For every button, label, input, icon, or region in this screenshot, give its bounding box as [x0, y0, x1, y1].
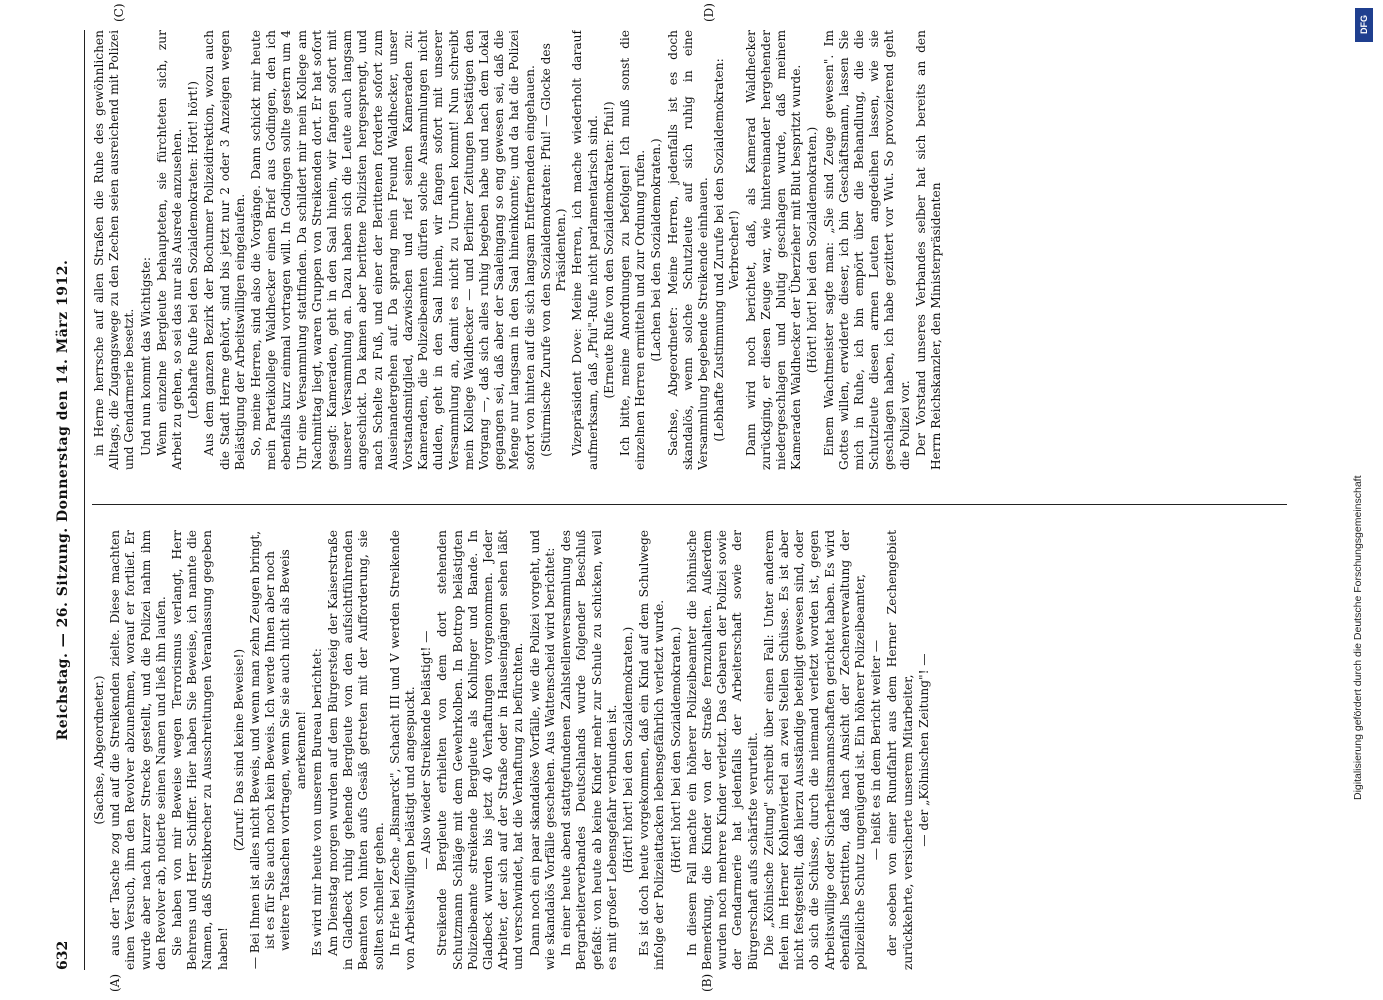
- left-column-paragraph: Dann noch ein paar skandalöse Vorfälle, wie die Polizei vorgeht, und wie skandalös Vorfälle geschehen. Aus Wattenscheid wird berichtet:: [527, 530, 557, 970]
- right-column-paragraph: Aus dem ganzen Bezirk der Bochumer Polizeidirektion, wozu auch die Stadt Herne gehört, sind bis jetzt nur 2 oder 3 Anzeigen wegen Belästigung der Arbeitswilligen eingelaufen.: [202, 30, 247, 470]
- right-column-paragraph: Einem Wachtmeister sagte man: „Sie sind Zeuge gewesen". Im Gottes willen, erwiderte dieser, ich bin Geschäftsmann, lassen Sie mich in Ruhe, ich bin empört über die Behandlung, die die Schutzleute diesen armen Leuten angedeihen lassen, wie sie geschlagen haben, ich habe gezittert vor Wut. So provozierend geht die Polizei vor.: [821, 30, 912, 470]
- left-column-paragraph: (Sachse, Abgeordneter.): [92, 675, 106, 825]
- column-divider: [92, 504, 1287, 505]
- left-column-paragraph: Am Dienstag morgen wurden auf dem Bürgersteig der Kaiserstraße in Gladbeck ruhig gehende Bergleute von den aufsichtführenden Beamten von hinten aufs Gesäß getreten mit der Aufforderung, sie sollten schneller gehen.: [326, 530, 386, 970]
- right-column-paragraph: Dann wird noch berichtet, daß, als Kamerad Waldhecker zurückging, er diesen Zeuge war, wie hintereinander hergehender niedergeschlagen und blutig geschlagen wurde, daß meinem Kameraden Waldhecker der Überzieher mit Blut bespritzt wurde.: [743, 30, 804, 470]
- margin-mark-b: (B): [700, 973, 714, 992]
- digitization-note: Digitalisierung gefördert durch die Deutsche Forschungsgemeinschaft: [1352, 475, 1364, 800]
- right-column-paragraph: Ich bitte, meine Anordnungen zu befolgen! Ich muß sonst die einzelnen Herren ermitteln und zur Ordnung rufen.: [617, 30, 648, 470]
- page-number: 632: [55, 940, 71, 970]
- margin-mark-d: (D): [702, 3, 716, 22]
- left-column-paragraph: — Also wieder Streikende belästigt! —: [419, 630, 434, 870]
- right-column-paragraph: (Lebhafte Rufe bei den Sozialdemokraten: Hört! hört!): [186, 80, 201, 420]
- left-column-paragraph: — Bei Ihnen ist alles nicht Beweis, und wenn man zehn Zeugen bringt, ist es für Sie auch noch kein Beweis. Ich werde Ihnen aber noch weitere Tatsachen vortragen, wenn Sie sie auch nicht als Beweis anerkennen!: [248, 530, 308, 970]
- right-column-paragraph: Und nun kommt das Wichtigste:: [138, 257, 153, 456]
- right-column-paragraph: (Lachen bei den Sozialdemokraten.): [649, 138, 664, 362]
- left-column-paragraph: (Hört! hört! bei den Sozialdemokraten.): [668, 626, 683, 874]
- left-column-paragraph: Streikende Bergleute erhielten von dem dort stehenden Schutzmann Schläge mit dem Gewehrkolben. In Bottrop belästigten Polizeibeamte streikende Bergleute als Kohlinger und Bande. In Gladbeck wurden bis jetzt 40 Verhaftungen vorgenommen. Jeder Arbeiter, der sich auf der Straße oder in Hauseingängen sehen läßt und verschwindet, hat die Verhaftung zu befürchten.: [435, 530, 526, 970]
- right-column-paragraph: (Lebhafte Zustimmung und Zurufe bei den Sozialdemokraten: Verbrecher!): [712, 58, 742, 442]
- right-column-paragraph: (Erneute Rufe von den Sozialdemokraten: Pfui!): [601, 101, 616, 399]
- right-column-paragraph: (Stürmische Zurufe von den Sozialdemokraten: Pfui! — Glocke des Präsidenten.): [538, 43, 569, 457]
- right-column-paragraph: Der Vorstand unseres Verbandes selber hat sich bereits an den Herrn Reichskanzler, den Ministerpräsidenten: [913, 30, 943, 470]
- dfg-logo: DFG: [1355, 8, 1373, 42]
- right-column-paragraph: Wenn einzelne Bergleute behaupteten, sie fürchteten sich, zur Arbeit zu gehen, so sei das nur als Ausrede anzusehen.: [154, 30, 185, 470]
- left-column: [92, 530, 1282, 970]
- page-title: Reichstag. — 26. Sitzung. Donnerstag den 14. März 1912.: [55, 259, 71, 741]
- left-column-paragraph: der soeben von einer Rundfahrt aus dem Herner Zechengebiet zurückkehrte, versicherte unserem Mitarbeiter,: [885, 530, 915, 970]
- left-column-paragraph: (Hört! hört! bei den Sozialdemokraten.): [620, 626, 635, 874]
- right-column: [92, 30, 1282, 470]
- page-header: [55, 30, 81, 970]
- right-column-paragraph: in Herne herrsche auf allen Straßen die Ruhe des gewöhnlichen Alltags, die Zugangswege zu den Zechen seien ausreichend mit Polizei und Gendarmerie besetzt.: [92, 30, 137, 470]
- left-column-paragraph: — der „Kölnischen Zeitung"! —: [916, 653, 931, 847]
- left-column-paragraph: Es wird mir heute von unserem Bureau berichtet:: [309, 648, 324, 956]
- left-column-paragraph: Die „Kölnische Zeitung" schreibt über einen Fall: Unter anderem fielen im Herner Kohlenviertel an zwei Stellen Schüsse. Es ist aber nicht festgestellt, daß hierzu Ausständige beteiligt gewesen sind, oder ob sich die Schüsse, durch die niemand verletzt worden ist, gegen Arbeitswillige oder Sicherheitsmannschaften gerichtet haben. Es wird ebenfalls bestritten, daß nach Ansicht der Zechenverwaltung der polizeiliche Schutz ungenügend ist. Ein höherer Polizeibeamter,: [761, 530, 867, 970]
- right-column-paragraph: (Hört! hört! bei den Sozialdemokraten.): [805, 126, 820, 374]
- left-column-paragraph: In einer heute abend stattgefundenen Zahlstellenversammlung des Bergarbeiterverbandes Deutschlands wurde folgender Beschluß gefaßt: von heute ab keine Kinder mehr zur Schule zu schicken, weil es mit großer Lebensgefahr verbunden ist.: [559, 530, 619, 970]
- left-column-paragraph: aus der Tasche zog und auf die Streikenden zielte. Diese machten einen Versuch, ihm den Revolver abzunehmen, worauf er fortlief. Er wurde aber nach kurzer Strecke gestellt, und die Polizei nahm ihm den Revolver ab, notierte seinen Namen und ließ ihn laufen.: [108, 530, 168, 970]
- right-column-paragraph: Sachse, Abgeordneter: Meine Herren, jedenfalls ist es doch skandalös, wenn solche Schutzleute auf sich ruhig in eine Versammlung begebende Streikende einhauen.: [665, 30, 710, 470]
- left-column-paragraph: In Erle bei Zeche „Bismarck", Schacht III und V werden Streikende von Arbeitswilligen belästigt und angespuckt.: [387, 530, 418, 970]
- footer: [1352, 160, 1374, 800]
- margin-mark-a: (A): [108, 973, 122, 992]
- left-column-paragraph: (Zuruf: Das sind keine Beweise!): [231, 648, 246, 852]
- left-column-paragraph: In diesem Fall machte ein höherer Polizeibeamter die höhnische Bemerkung, die Kinder von der Straße fernzuhalten. Außerdem wurden noch mehrere Kinder verletzt. Das Gebaren der Polizei sowie der Gendarmerie hat jedenfalls der Arbeiterschaft sowie der Bürgerschaft aufs schärfste verurteilt.: [684, 530, 760, 970]
- left-column-paragraph: Sie haben von mir Beweise wegen Terrorismus verlangt, Herr Behrens und Herr Schiffer. Hier haben Sie Beweise, ich nannte die Namen, daß Streikbrecher zu Ausschreitungen Veranlassung gegeben haben!: [170, 530, 230, 970]
- right-column-paragraph: So, meine Herren, sind also die Vorgänge. Dann schickt mir heute mein Parteikollege Waldhecker einen Brief aus Godingen, den ich ebenfalls kurz einmal vortragen will. In Godingen sollte gestern um 4 Uhr eine Versammlung stattfinden. Da schildert mir mein Kollege am Nachmittag liegt, waren Gruppen von Streikenden dort. Er hat sofort gesagt: Kameraden, geht in den Saal hinein, wir fangen sofort mit unserer Versammlung an. Dazu haben sich die Leute auch langsam angeschickt. Da kamen aber berittene Polizisten hergesprengt, und nach Schelte zu Fuß, und einer der Berittenen forderte sofort zum Auseinandergehen auf. Da sprang mein Freund Waldhecker, unser Vorstandsmitglied, dazwischen und rief seinen Kameraden zu: Kameraden, die Polizeibeamten dürfen solche Ansammlungen nicht dulden, geht in den Saal hinein, wir fangen sofort mit unserer Versammlung an, damit es nicht zu Unruhen kommt! Nun schreibt mein Kollege Waldhecker — und Berliner Zeitungen bestätigen den Vorgang —, daß sich alles ruhig begeben habe und nach dem Lokal gegangen sei, daß aber der Saaleingang so eng gewesen sei, daß die Menge nur langsam in den Saal hineinkonnte; und da hat die Polizei sofort von hinten auf die sich langsam Entfernenden eingehauen.: [249, 30, 537, 470]
- right-column-paragraph: Vizepräsident Dove: Meine Herren, ich mache wiederholt darauf aufmerksam, daß „Pfui"-Rufe nicht parlamentarisch sind.: [570, 30, 600, 470]
- margin-mark-c: (C): [112, 3, 126, 22]
- header-rule: [84, 30, 85, 970]
- left-column-paragraph: — heißt es in dem Bericht weiter —: [869, 639, 884, 861]
- left-column-paragraph: Es ist doch heute vorgekommen, daß ein Kind auf dem Schulwege infolge der Polizeiattacken lebensgefährlich verletzt wurde.: [637, 530, 667, 970]
